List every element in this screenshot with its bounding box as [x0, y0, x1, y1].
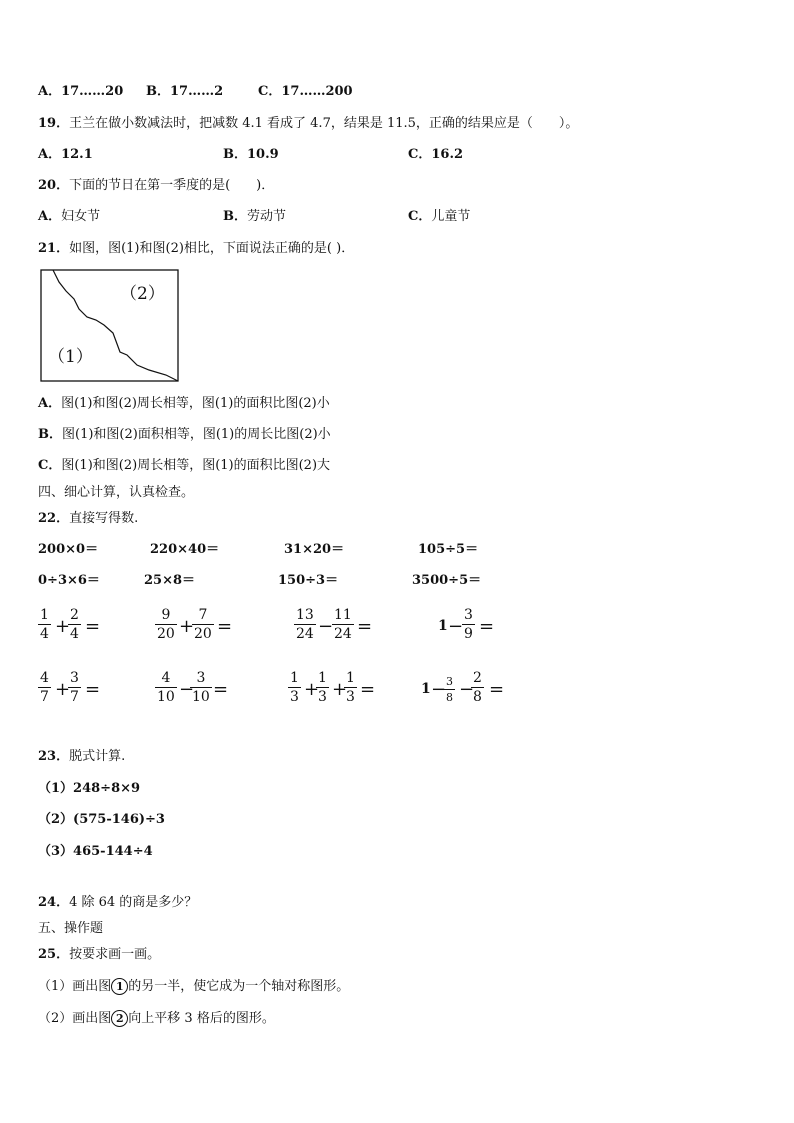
question-text: 4 除 64 的商是多少？ — [69, 895, 198, 910]
question-number: 25． — [38, 947, 70, 962]
numerator: 1 — [318, 670, 327, 686]
numerator: 9 — [161, 607, 171, 623]
q18-option-a — [38, 85, 123, 98]
option-letter: A． — [38, 84, 62, 99]
option-letter: A． — [38, 147, 62, 162]
whole-number: 1 — [438, 618, 448, 634]
q20-option-a — [38, 210, 100, 223]
equals-sign: = — [213, 679, 229, 700]
numerator: 3 — [446, 675, 453, 688]
question-text: 按要求画一画。 — [69, 947, 161, 962]
q21-figure — [40, 269, 180, 382]
operator: − — [448, 616, 464, 637]
option-text: 17……200 — [281, 84, 353, 99]
option-text: 10.9 — [247, 147, 279, 162]
item-prefix: （2）画出图 — [38, 1011, 112, 1026]
calc-item: 31×20＝ — [284, 542, 345, 557]
question-text: 王兰在做小数减法时，把减数 4.1 看成了 4.7，结果是 11.5，正确的结果应是（ ）。 — [69, 116, 579, 131]
option-text: 17……2 — [170, 84, 224, 99]
denominator: 3 — [318, 689, 327, 705]
option-text: 12.1 — [61, 147, 93, 162]
q23-item-3: （3）465-144÷4 — [38, 844, 153, 859]
denominator: 3 — [290, 689, 299, 705]
q21-option-b — [38, 428, 331, 441]
denominator: 10 — [192, 689, 210, 705]
operator: + — [55, 616, 71, 637]
option-letter: A． — [38, 396, 62, 411]
numerator: 2 — [70, 607, 79, 623]
calc-item: 3500÷5＝ — [412, 573, 482, 588]
operator: + — [304, 679, 320, 700]
denominator: 24 — [296, 626, 314, 642]
q24-stem — [38, 896, 197, 909]
question-number: 21． — [38, 241, 70, 256]
equals-sign: = — [360, 679, 376, 700]
equals-sign: = — [489, 679, 505, 700]
fraction — [316, 671, 329, 704]
denominator: 7 — [70, 689, 79, 705]
option-text: 图(1)和图(2)面积相等，图(1)的周长比图(2)小 — [62, 427, 331, 442]
figure-label-2: （2） — [120, 284, 165, 304]
fraction — [462, 608, 475, 641]
operator: − — [431, 679, 447, 700]
q22-stem — [38, 512, 138, 525]
calc-item: 200×0＝ — [38, 542, 99, 557]
q23-item-2: （2）(575-146)÷3 — [38, 812, 165, 827]
q25-item-1 — [38, 978, 349, 995]
numerator: 4 — [40, 670, 49, 686]
fraction — [344, 671, 357, 704]
denominator: 4 — [40, 626, 49, 642]
q19-option-b — [223, 148, 279, 161]
calc-item: 105÷5＝ — [418, 542, 479, 557]
denominator: 8 — [446, 691, 453, 704]
option-letter: B． — [38, 427, 62, 442]
q20-option-b — [223, 210, 286, 223]
equals-sign: = — [85, 679, 101, 700]
denominator: 7 — [40, 689, 49, 705]
option-letter: C． — [408, 209, 432, 224]
operator: − — [179, 679, 195, 700]
fraction — [190, 671, 212, 704]
option-letter: B． — [223, 147, 247, 162]
question-text: 如图，图(1)和图(2)相比，下面说法正确的是( )． — [69, 241, 355, 256]
q20-option-c — [408, 210, 470, 223]
denominator: 9 — [464, 626, 473, 642]
denominator: 20 — [157, 626, 175, 642]
fraction — [444, 676, 455, 703]
option-text: 妇女节 — [61, 209, 101, 224]
question-text: 脱式计算. — [69, 749, 126, 764]
fraction — [471, 671, 484, 704]
equals-sign: = — [217, 616, 233, 637]
q20-stem — [38, 179, 274, 192]
question-number: 19． — [38, 116, 70, 131]
q23-stem — [38, 750, 125, 763]
option-text: 16.2 — [431, 147, 464, 162]
fraction — [68, 671, 81, 704]
calc-item: 0÷3×6＝ — [38, 573, 100, 588]
q18-option-b — [146, 85, 223, 98]
fraction — [38, 608, 51, 641]
question-number: 20． — [38, 178, 70, 193]
equals-sign: = — [357, 616, 373, 637]
operator: + — [55, 679, 71, 700]
calc-item: 220×40＝ — [150, 542, 220, 557]
fraction — [68, 608, 81, 641]
q21-option-a — [38, 397, 330, 410]
option-letter: C． — [408, 147, 432, 162]
fraction — [155, 608, 177, 641]
q25-stem — [38, 948, 160, 961]
numerator: 2 — [473, 670, 482, 686]
operator: + — [179, 616, 195, 637]
fraction — [332, 608, 354, 641]
option-text: 劳动节 — [247, 209, 287, 224]
denominator: 8 — [473, 689, 482, 705]
operator: − — [459, 679, 475, 700]
section-4-title: 四、细心计算，认真检查。 — [38, 485, 195, 500]
numerator: 13 — [296, 607, 314, 623]
numerator: 1 — [40, 607, 49, 623]
item-suffix: 的另一半，使它成为一个轴对称图形。 — [128, 979, 350, 994]
option-letter: A． — [38, 209, 62, 224]
section-5-title: 五、操作题 — [38, 921, 104, 936]
item-suffix: 向上平移 3 格后的图形。 — [128, 1011, 275, 1026]
numerator: 3 — [70, 670, 79, 686]
question-text: 直接写得数. — [69, 511, 139, 526]
option-letter: C． — [38, 458, 62, 473]
equals-sign: = — [85, 616, 101, 637]
q21-option-c — [38, 459, 330, 472]
fraction — [294, 608, 316, 641]
q19-stem — [38, 117, 578, 130]
fraction — [288, 671, 301, 704]
numerator: 1 — [290, 670, 299, 686]
denominator: 4 — [70, 626, 79, 642]
denominator: 3 — [346, 689, 355, 705]
equals-sign: = — [479, 616, 495, 637]
numerator: 11 — [334, 607, 352, 623]
question-number: 22． — [38, 511, 70, 526]
q25-item-2 — [38, 1010, 275, 1027]
denominator: 24 — [334, 626, 352, 642]
option-letter: C． — [258, 84, 282, 99]
option-text: 儿童节 — [431, 209, 471, 224]
option-text: 17……20 — [61, 84, 124, 99]
whole-number: 1 — [421, 681, 431, 697]
circled-number-2: 2 — [111, 1010, 128, 1027]
operator: − — [318, 616, 334, 637]
q23-item-1: （1）248÷8×9 — [38, 781, 141, 796]
q21-stem — [38, 242, 354, 255]
fraction — [192, 608, 214, 641]
numerator: 3 — [196, 670, 206, 686]
circled-number-1: 1 — [111, 978, 128, 995]
denominator: 20 — [194, 626, 212, 642]
q19-option-c — [408, 148, 463, 161]
option-text: 图(1)和图(2)周长相等，图(1)的面积比图(2)大 — [61, 458, 331, 473]
item-prefix: （1）画出图 — [38, 979, 112, 994]
figure-label-1: （1） — [48, 347, 93, 367]
q18-option-c — [258, 85, 353, 98]
question-number: 24． — [38, 895, 70, 910]
question-text: 下面的节日在第一季度的是( )． — [69, 178, 275, 193]
question-number: 23． — [38, 749, 70, 764]
option-text: 图(1)和图(2)周长相等，图(1)的面积比图(2)小 — [61, 396, 330, 411]
fraction — [38, 671, 51, 704]
numerator: 7 — [198, 607, 208, 623]
option-letter: B． — [146, 84, 170, 99]
numerator: 3 — [464, 607, 473, 623]
calc-item: 150÷3＝ — [278, 573, 339, 588]
denominator: 10 — [157, 689, 175, 705]
fraction — [155, 671, 177, 704]
numerator: 1 — [346, 670, 355, 686]
q19-option-a — [38, 148, 93, 161]
calc-item: 25×8＝ — [144, 573, 196, 588]
option-letter: B． — [223, 209, 247, 224]
operator: + — [332, 679, 348, 700]
numerator: 4 — [161, 670, 171, 686]
